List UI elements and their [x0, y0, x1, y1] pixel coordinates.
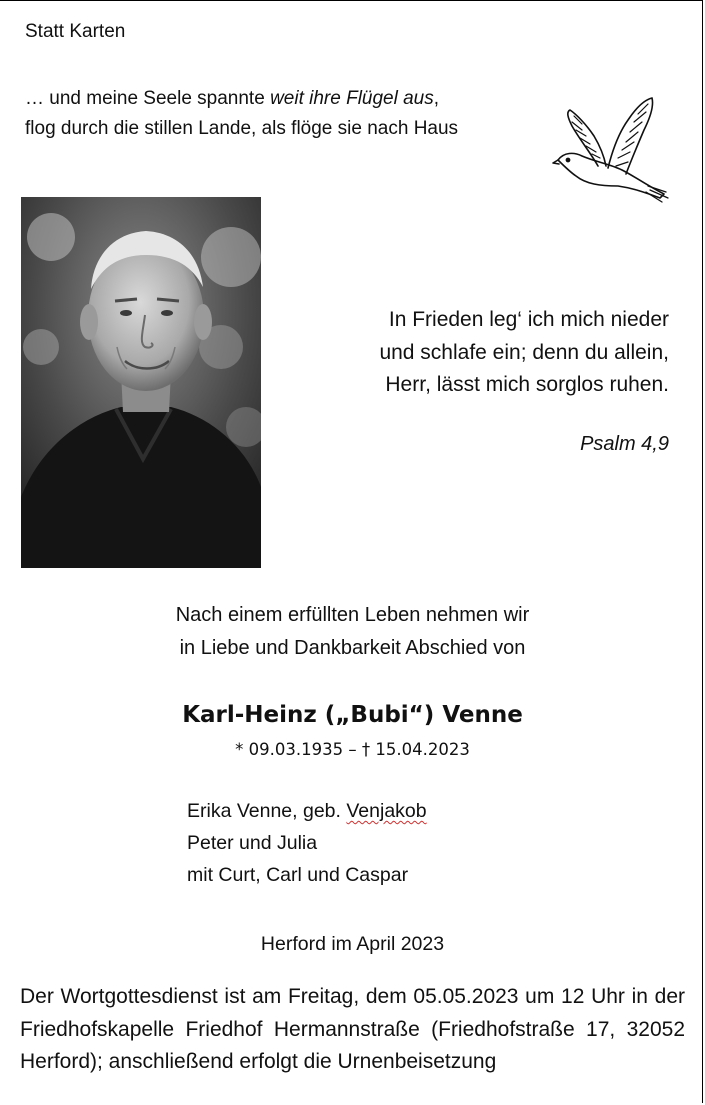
- psalm-line: In Frieden leg‘ ich mich nieder: [388, 308, 669, 331]
- birth-date: * 09.03.1935 –: [235, 740, 357, 759]
- mourner-line: Peter und Julia: [187, 832, 318, 854]
- psalm-verse: [379, 304, 669, 402]
- deceased-name: Karl-Heinz („Bubi“) Venne: [182, 702, 523, 728]
- mourner-maiden-name: Venjakob: [346, 800, 427, 822]
- intro-line: Nach einem erfüllten Leben nehmen wir: [175, 604, 530, 626]
- portrait-image: [21, 197, 261, 568]
- opening-quote: [25, 84, 458, 144]
- place-and-date: Herford im April 2023: [260, 933, 445, 955]
- notice-header: Statt Karten: [25, 21, 126, 42]
- mourners-list: [187, 795, 427, 891]
- mourner-name-prefix: Erika Venne, geb.: [187, 800, 347, 822]
- service-announcement: Der Wortgottesdienst ist am Freitag, dem 05.05.2023 um 12 Uhr in der Friedhofskapelle Friedhof Hermannstraße (Friedhofstraße 17, 32052 Herford); anschließend erfolgt die Urnenbeisetzung: [20, 985, 685, 1073]
- psalm-line: und schlafe ein; denn du allein,: [379, 340, 669, 364]
- quote-line-1: [25, 84, 458, 114]
- life-dates: [0, 740, 705, 759]
- psalm-line: Herr, lässt mich sorglos ruhen.: [385, 373, 669, 396]
- quote-line-1-end: ,: [433, 88, 440, 109]
- intro-line: in Liebe und Dankbarkeit Abschied von: [179, 636, 526, 659]
- quote-line-1-italic: weit ihre Flügel aus: [270, 88, 434, 109]
- dove-icon: [552, 94, 672, 212]
- mourner-line: [187, 795, 427, 827]
- portrait-photo: [21, 197, 261, 568]
- death-date: 15.04.2023: [375, 740, 470, 759]
- farewell-intro: [0, 599, 705, 664]
- cross-icon: †: [361, 740, 371, 759]
- quote-line-1-start: … und meine Seele spannte: [25, 88, 271, 109]
- quote-line-2: flog durch die stillen Lande, als flöge sie nach Haus: [25, 118, 459, 139]
- psalm-reference: Psalm 4,9: [580, 433, 669, 455]
- mourner-line: mit Curt, Carl und Caspar: [187, 864, 409, 886]
